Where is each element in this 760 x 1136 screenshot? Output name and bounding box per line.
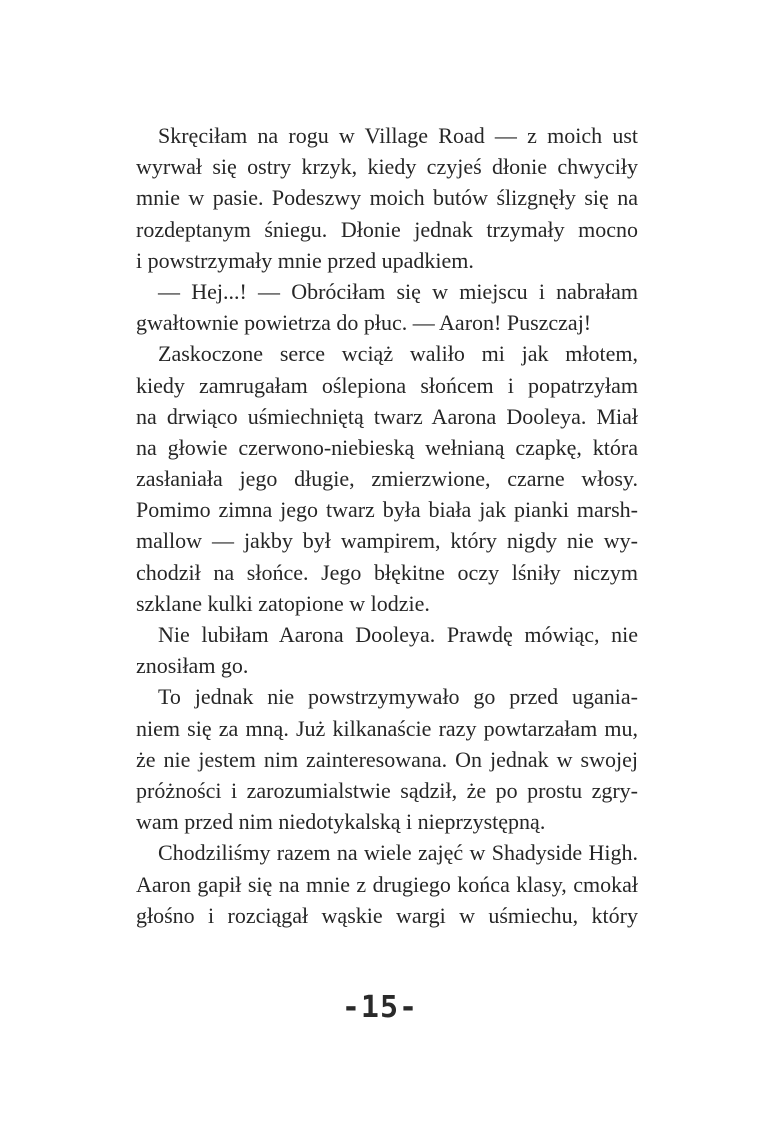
text-line: kiedy zamrugałam oślepiona słońcem i popatrzyłam	[136, 372, 638, 398]
text-line: że nie jestem nim zainteresowana. On jednak w swojej	[136, 746, 638, 772]
text-line: Aaron gapił się na mnie z drugiego końca klasy, cmokał	[136, 871, 638, 897]
text-line: Chodziliśmy razem na wiele zajęć w Shadyside High.	[158, 840, 638, 866]
text-line: wam przed nim niedotykalską i nieprzystępną.	[136, 809, 546, 835]
body-text	[136, 120, 638, 931]
text-line: mallow — jakby był wampirem, który nigdy nie wy-	[136, 528, 638, 554]
text-line: rozdeptanym śniegu. Dłonie jednak trzymały mocno	[136, 216, 638, 242]
text-line: niem się za mną. Już kilkanaście razy powtarzałam mu,	[136, 715, 638, 741]
text-line: wyrwał się ostry krzyk, kiedy czyjeś dłonie chwyciły	[136, 154, 638, 180]
text-line: i powstrzymały mnie przed upadkiem.	[136, 247, 474, 273]
text-line: Zaskoczone serce wciąż waliło mi jak młotem,	[158, 341, 638, 367]
text-line: znosiłam go.	[136, 653, 249, 679]
text-line: zasłaniała jego długie, zmierzwione, czarne włosy.	[136, 466, 638, 492]
text-line: To jednak nie powstrzymywało go przed ugania-	[158, 684, 638, 710]
text-line: głośno i rozciągał wąskie wargi w uśmiechu, który	[136, 902, 638, 928]
text-line: Nie lubiłam Aarona Dooleya. Prawdę mówiąc, nie	[158, 622, 638, 647]
text-line: chodził na słońce. Jego błękitne oczy lśniły niczym	[136, 559, 638, 585]
text-line: próżności i zarozumialstwie sądził, że po prostu zgry-	[136, 777, 638, 803]
text-line: na głowie czerwono-niebieską wełnianą czapkę, która	[136, 434, 638, 460]
text-line: Pomimo zimna jego twarz była biała jak pianki marsh-	[136, 497, 638, 523]
text-line: gwałtownie powietrza do płuc. — Aaron! Puszczaj!	[136, 310, 592, 336]
text-line: mnie w pasie. Podeszwy moich butów ślizgnęły się na	[136, 185, 638, 211]
text-line: szklane kulki zatopione w lodzie.	[136, 590, 430, 616]
page-number: -15-	[341, 990, 419, 1025]
text-line: — Hej...! — Obróciłam się w miejscu i nabrałam	[158, 278, 638, 304]
text-line: Skręciłam na rogu w Village Road — z moich ust	[158, 123, 638, 148]
text-line: na drwiąco uśmiechniętą twarz Aarona Dooleya. Miał	[136, 403, 638, 429]
